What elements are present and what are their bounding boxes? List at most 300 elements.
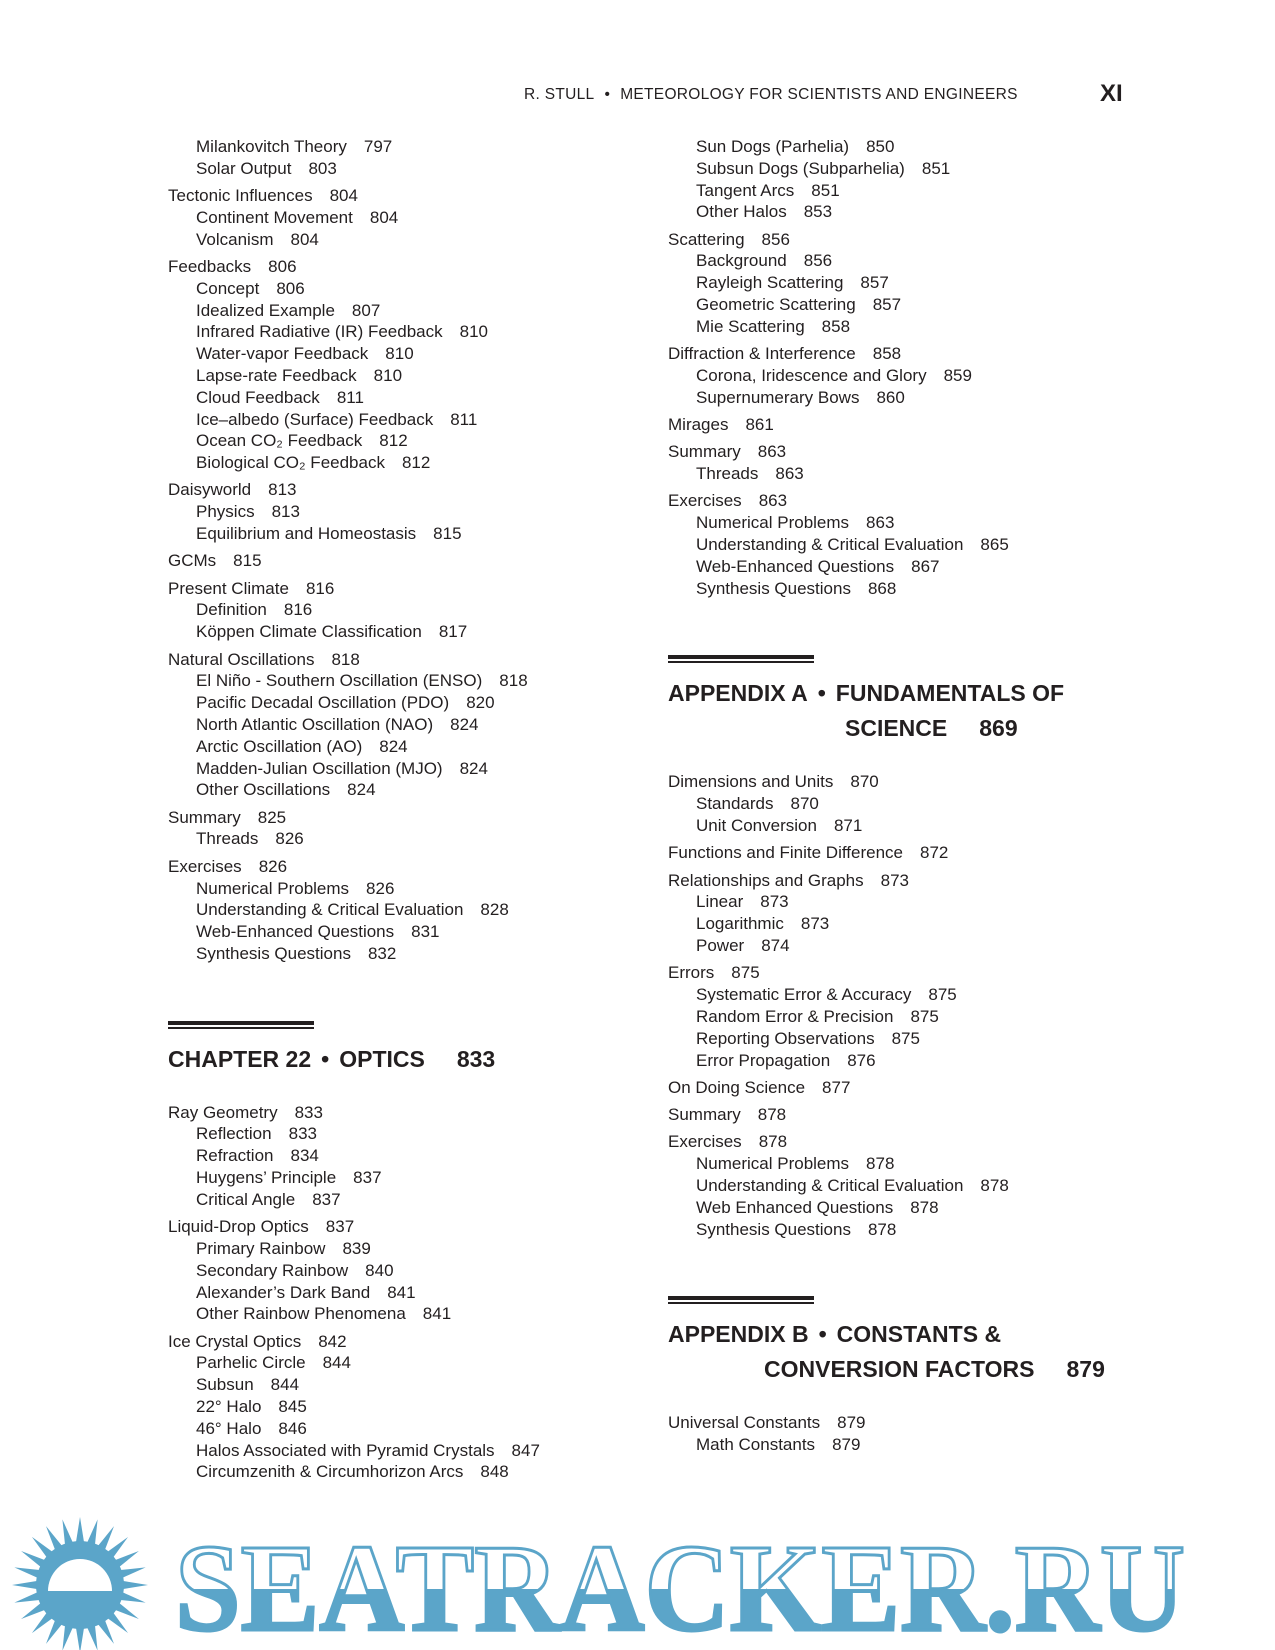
toc-entry-page: 873 <box>800 914 830 934</box>
toc-entry-title: Power <box>696 936 745 956</box>
toc-entry-title: Halos Associated with Pyramid Crystals <box>196 1440 495 1460</box>
toc-entry-title: Reflection <box>196 1124 272 1144</box>
toc-entry-title: On Doing Science <box>668 1077 806 1097</box>
toc-entry-page: 874 <box>761 936 790 956</box>
toc-entry <box>168 856 648 878</box>
toc-entry-title: 22° Halo <box>196 1397 262 1417</box>
toc-entry-title: Numerical Problems <box>696 1154 850 1174</box>
toc-entry-page: 878 <box>867 1219 897 1239</box>
toc-entry-page: 872 <box>919 843 949 863</box>
chapter-heading-block <box>668 1296 1188 1387</box>
running-head <box>524 86 1018 104</box>
toc-entry <box>168 578 648 600</box>
toc-entry-title: Madden-Julian Oscillation (MJO) <box>196 758 443 778</box>
toc-entry-title: Present Climate <box>168 578 289 598</box>
toc-entry-title: Web-Enhanced Questions <box>196 922 395 942</box>
toc-entry-title: 46° Halo <box>196 1418 262 1438</box>
toc-section <box>168 807 648 851</box>
toc-entry-page: 804 <box>290 229 319 249</box>
toc-entry-title: Logarithmic <box>696 914 784 934</box>
chapter-heading-line <box>668 1317 1188 1352</box>
toc-entry-page: 860 <box>876 387 905 407</box>
toc-subentry <box>168 736 648 758</box>
toc-entry-title: Primary Rainbow <box>196 1238 326 1258</box>
toc-subentry <box>168 409 648 431</box>
toc-section <box>668 490 1188 599</box>
toc-entry-title: Threads <box>196 829 259 849</box>
heading-rule <box>668 661 814 663</box>
toc-subentry <box>168 452 648 474</box>
toc-subentry <box>168 1167 648 1189</box>
toc-entry-title: Feedbacks <box>168 256 252 276</box>
toc-entry-page: 879 <box>832 1435 861 1455</box>
toc-subentry <box>668 365 1188 387</box>
toc-entry-title: Water-vapor Feedback <box>196 344 369 364</box>
chapter-title: CONVERSION FACTORS <box>764 1356 1035 1383</box>
toc-entry-title: Definition <box>196 600 267 620</box>
toc-section <box>168 1216 648 1325</box>
toc-entry-title: Relationships and Graphs <box>668 870 864 890</box>
toc-subentry <box>168 501 648 523</box>
toc-entry-page: 812 <box>379 431 408 451</box>
toc-entry <box>168 649 648 671</box>
toc-entry-title: Error Propagation <box>696 1050 831 1070</box>
toc-entry-title: Random Error & Precision <box>696 1006 894 1026</box>
toc-entry-title: Subsun Dogs (Subparhelia) <box>696 158 905 178</box>
toc-subentry <box>668 1050 1188 1072</box>
toc-entry-page: 857 <box>872 295 902 315</box>
toc-entry-page: 815 <box>233 551 262 571</box>
toc-entry-page: 841 <box>387 1282 416 1302</box>
toc-entry-page: 828 <box>480 900 509 920</box>
toc-subentry <box>168 1145 648 1167</box>
toc-entry-title: Geometric Scattering <box>696 295 856 315</box>
watermark-text: SEATRACKER.RU <box>175 1520 1185 1650</box>
chapter-bullet: • <box>817 680 826 707</box>
toc-entry-page: 810 <box>373 365 403 385</box>
toc-section <box>168 856 648 965</box>
toc-entry-title: Linear <box>696 892 744 912</box>
toc-entry-title: Huygens’ Principle <box>196 1168 337 1188</box>
toc-entry <box>168 807 648 829</box>
toc-entry <box>168 479 648 501</box>
chapter-heading <box>168 1042 648 1077</box>
toc-subentry <box>668 250 1188 272</box>
toc-entry-page: 842 <box>318 1331 347 1351</box>
toc-entry-title: Physics <box>196 502 255 522</box>
toc-subentry <box>168 1352 648 1374</box>
toc-entry-page: 826 <box>275 829 304 849</box>
toc-entry-page: 870 <box>850 772 879 792</box>
toc-subentry <box>668 136 1188 158</box>
toc-entry-page: 845 <box>278 1397 307 1417</box>
toc-entry-title: Standards <box>696 794 774 814</box>
toc-entry-title: Summary <box>168 807 241 827</box>
toc-section <box>168 256 648 474</box>
chapter-heading <box>668 676 1188 746</box>
toc-entry <box>668 870 1188 892</box>
toc-entry <box>168 1216 648 1238</box>
toc-entry-title: Biological CO₂ Feedback <box>196 453 385 473</box>
toc-entry-title: Supernumerary Bows <box>696 387 860 407</box>
toc-section <box>668 1104 1188 1126</box>
chapter-title: CONSTANTS & <box>836 1321 1002 1348</box>
toc-entry-page: 826 <box>366 878 395 898</box>
toc-entry-page: 832 <box>367 943 397 963</box>
toc-subentry <box>168 899 648 921</box>
toc-entry-page: 847 <box>511 1440 540 1460</box>
toc-section <box>168 479 648 544</box>
toc-subentry <box>668 578 1188 600</box>
toc-entry-page: 826 <box>258 856 288 876</box>
toc-subentry <box>168 207 648 229</box>
running-head-separator: • <box>604 86 611 103</box>
toc-entry-page: 850 <box>866 137 895 156</box>
toc-subentry <box>168 387 648 409</box>
toc-subentry <box>168 1418 648 1440</box>
toc-subentry <box>168 365 648 387</box>
toc-entry-title: El Niño - Southern Oscillation (ENSO) <box>196 671 483 691</box>
chapter-heading-block <box>168 1021 648 1077</box>
chapter-label: APPENDIX B <box>668 1321 809 1348</box>
chapter-page: 833 <box>456 1045 496 1072</box>
toc-entry-page: 856 <box>803 251 833 271</box>
toc-entry-page: 833 <box>288 1124 317 1144</box>
toc-entry <box>668 490 1188 512</box>
toc-entry <box>168 550 648 572</box>
toc-entry-page: 824 <box>459 758 488 778</box>
toc-subentry <box>668 316 1188 338</box>
toc-entry-page: 833 <box>294 1102 323 1122</box>
toc-entry-title: Tectonic Influences <box>168 186 313 206</box>
toc-entry-page: 812 <box>401 453 431 473</box>
toc-entry-page: 818 <box>499 671 528 691</box>
toc-entry-title: Ocean CO₂ Feedback <box>196 431 363 451</box>
toc-subentry <box>168 430 648 452</box>
toc-entry-page: 875 <box>891 1028 920 1048</box>
toc-subentry <box>668 1175 1188 1197</box>
toc-entry-title: Secondary Rainbow <box>196 1260 349 1280</box>
toc-entry-page: 844 <box>322 1353 351 1373</box>
toc-subentry <box>168 278 648 300</box>
toc-subentry <box>668 793 1188 815</box>
toc-subentry <box>168 321 648 343</box>
toc-subentry <box>668 1028 1188 1050</box>
toc-section <box>168 185 648 250</box>
toc-entry <box>668 343 1188 365</box>
toc-entry-page: 807 <box>351 300 381 320</box>
toc-entry-page: 839 <box>342 1238 371 1258</box>
toc-section <box>668 441 1188 485</box>
toc-entry-page: 870 <box>790 794 819 814</box>
toc-entry-title: Subsun <box>196 1375 254 1395</box>
toc-entry-title: Threads <box>696 464 759 484</box>
toc-subentry <box>168 1303 648 1325</box>
toc-entry-page: 811 <box>450 409 478 429</box>
toc-section <box>668 343 1188 408</box>
toc-entry-page: 877 <box>822 1077 851 1097</box>
toc-entry-page: 804 <box>369 207 399 227</box>
chapter-title: OPTICS <box>339 1045 425 1072</box>
chapter-heading-line <box>168 1042 648 1077</box>
toc-entry-title: Other Oscillations <box>196 780 331 800</box>
chapter-bullet: • <box>818 1321 827 1348</box>
toc-entry-title: GCMs <box>168 551 217 571</box>
toc-subentry <box>168 229 648 251</box>
chapter-heading-line <box>668 711 1188 746</box>
watermark-logo <box>0 1505 1275 1650</box>
toc-entry <box>668 771 1188 793</box>
toc-entry-title: Reporting Observations <box>696 1028 875 1048</box>
running-head-author: R. STULL <box>524 86 595 103</box>
toc-subentry <box>168 714 648 736</box>
toc-entry-page: 834 <box>290 1146 319 1166</box>
toc-entry-page: 863 <box>775 464 804 484</box>
toc-entry-page: 873 <box>880 870 909 890</box>
toc-entry-page: 875 <box>928 985 957 1005</box>
toc-section <box>668 1077 1188 1099</box>
chapter-label: CHAPTER 22 <box>168 1045 312 1072</box>
toc-column-left <box>168 136 648 1483</box>
toc-entry <box>668 962 1188 984</box>
chapter-heading <box>668 1317 1188 1387</box>
toc-entry <box>668 1412 1188 1434</box>
toc-subentry <box>168 343 648 365</box>
toc-subentry <box>668 180 1188 202</box>
toc-entry-title: Math Constants <box>696 1435 816 1455</box>
toc-entry <box>168 256 648 278</box>
toc-entry-page: 804 <box>329 186 358 206</box>
toc-entry-page: 848 <box>480 1462 509 1482</box>
toc-entry-page: 803 <box>308 158 337 178</box>
page-number: XI <box>1100 80 1123 107</box>
toc-subentry <box>668 463 1188 485</box>
toc-entry-page: 878 <box>910 1197 939 1217</box>
toc-entry-title: Universal Constants <box>668 1413 821 1433</box>
toc-entry-title: Ray Geometry <box>168 1102 278 1122</box>
toc-section <box>168 1102 648 1211</box>
toc-entry-page: 863 <box>866 513 895 533</box>
toc-entry <box>168 1331 648 1353</box>
toc-subentry <box>168 758 648 780</box>
toc-entry-title: Exercises <box>668 1132 742 1152</box>
toc-entry-page: 878 <box>757 1105 787 1125</box>
toc-entry-title: Synthesis Questions <box>696 578 851 598</box>
toc-subentry <box>168 943 648 965</box>
toc-subentry <box>168 828 648 850</box>
toc-subentry <box>168 523 648 545</box>
toc-entry-page: 810 <box>459 322 488 342</box>
toc-entry-title: Synthesis Questions <box>196 943 351 963</box>
toc-entry <box>668 1077 1188 1099</box>
toc-entry-page: 844 <box>270 1375 300 1395</box>
chapter-page: 869 <box>979 715 1018 742</box>
toc-entry-title: Rayleigh Scattering <box>696 273 844 293</box>
toc-entry-title: Exercises <box>168 856 242 876</box>
toc-section <box>668 962 1188 1071</box>
toc-entry-title: Background <box>696 251 787 271</box>
chapter-bullet: • <box>321 1045 330 1072</box>
toc-entry-page: 867 <box>911 556 940 576</box>
toc-subentry <box>668 891 1188 913</box>
toc-column-right <box>668 136 1188 1456</box>
toc-entry-title: Web Enhanced Questions <box>696 1197 894 1217</box>
toc-entry-page: 816 <box>305 578 335 598</box>
toc-section <box>168 649 648 802</box>
toc-entry-title: Parhelic Circle <box>196 1353 306 1373</box>
toc-entry-title: Sun Dogs (Parhelia) <box>696 137 850 156</box>
toc-entry-title: Infrared Radiative (IR) Feedback <box>196 322 443 342</box>
toc-entry-title: Corona, Iridescence and Glory <box>696 365 927 385</box>
toc-section <box>168 1331 648 1484</box>
toc-subentry <box>168 1440 648 1462</box>
toc-entry-title: Circumzenith & Circumhorizon Arcs <box>196 1462 464 1482</box>
toc-section <box>168 136 648 180</box>
toc-entry-title: Pacific Decadal Oscillation (PDO) <box>196 693 450 713</box>
heading-rule <box>168 1021 314 1025</box>
toc-entry-page: 817 <box>438 622 468 642</box>
toc-entry <box>168 1102 648 1124</box>
toc-entry-page: 851 <box>811 180 840 200</box>
toc-entry-title: Continent Movement <box>196 207 353 227</box>
toc-entry-title: Ice–albedo (Surface) Feedback <box>196 409 434 429</box>
toc-entry <box>668 229 1188 251</box>
toc-entry-page: 816 <box>283 600 313 620</box>
toc-subentry <box>168 1396 648 1418</box>
chapter-heading-line <box>668 1352 1188 1387</box>
toc-entry <box>168 185 648 207</box>
toc-subentry <box>668 1153 1188 1175</box>
toc-entry-title: Idealized Example <box>196 300 335 320</box>
toc-entry-title: Unit Conversion <box>696 816 817 836</box>
toc-entry-page: 875 <box>910 1006 939 1026</box>
toc-entry-page: 797 <box>363 137 393 156</box>
toc-entry-page: 868 <box>867 578 897 598</box>
toc-entry-title: Volcanism <box>196 229 274 249</box>
toc-entry-title: Functions and Finite Difference <box>668 843 903 863</box>
toc-entry-page: 824 <box>450 714 479 734</box>
toc-entry-title: Synthesis Questions <box>696 1219 851 1239</box>
toc-subentry <box>668 294 1188 316</box>
toc-subentry <box>168 921 648 943</box>
toc-entry-page: 813 <box>271 502 300 522</box>
toc-entry-page: 837 <box>325 1217 355 1237</box>
toc-entry-title: Mie Scattering <box>696 316 805 336</box>
toc-subentry <box>168 158 648 180</box>
toc-entry-page: 840 <box>365 1260 394 1280</box>
toc-subentry <box>668 913 1188 935</box>
toc-subentry <box>168 692 648 714</box>
toc-entry-page: 825 <box>257 807 287 827</box>
heading-rule <box>668 655 814 659</box>
toc-entry-title: Understanding & Critical Evaluation <box>196 900 464 920</box>
toc-entry-title: Dimensions and Units <box>668 772 834 792</box>
toc-subentry <box>168 1282 648 1304</box>
toc-entry-title: Mirages <box>668 415 729 435</box>
toc-section <box>668 1412 1188 1456</box>
toc-entry-page: 824 <box>379 736 408 756</box>
toc-subentry <box>668 272 1188 294</box>
toc-subentry <box>668 387 1188 409</box>
toc-entry-page: 859 <box>943 365 972 385</box>
toc-entry-page: 871 <box>833 816 863 836</box>
toc-subentry <box>168 1123 648 1145</box>
toc-entry <box>668 842 1188 864</box>
toc-subentry <box>668 1434 1188 1456</box>
toc-entry-title: Equilibrium and Homeostasis <box>196 524 417 544</box>
toc-entry-title: Understanding & Critical Evaluation <box>696 1175 964 1195</box>
toc-entry-title: Scattering <box>668 229 745 249</box>
toc-entry-page: 863 <box>757 442 787 462</box>
toc-subentry <box>168 1461 648 1483</box>
toc-entry-title: Systematic Error & Accuracy <box>696 985 912 1005</box>
toc-subentry <box>668 201 1188 223</box>
chapter-heading-line <box>668 676 1188 711</box>
toc-section <box>668 229 1188 338</box>
toc-entry-page: 875 <box>731 963 760 983</box>
toc-subentry <box>168 621 648 643</box>
toc-subentry <box>168 670 648 692</box>
toc-entry-title: Understanding & Critical Evaluation <box>696 535 964 555</box>
toc-subentry <box>668 984 1188 1006</box>
toc-entry <box>668 1104 1188 1126</box>
toc-entry-title: Other Rainbow Phenomena <box>196 1304 406 1324</box>
toc-entry-page: 853 <box>803 202 833 222</box>
toc-subentry <box>668 556 1188 578</box>
toc-entry-title: Diffraction & Interference <box>668 344 856 364</box>
toc-section <box>668 842 1188 864</box>
toc-entry-page: 873 <box>760 892 789 912</box>
toc-entry-title: Alexander’s Dark Band <box>196 1282 371 1302</box>
toc-entry-title: Numerical Problems <box>196 878 350 898</box>
toc-entry-page: 846 <box>278 1418 307 1438</box>
toc-subentry <box>668 158 1188 180</box>
toc-entry-page: 858 <box>821 316 851 336</box>
toc-section <box>668 1131 1188 1240</box>
heading-rule <box>668 1296 814 1300</box>
toc-subentry <box>168 1238 648 1260</box>
toc-entry-page: 806 <box>276 278 305 298</box>
toc-subentry <box>668 534 1188 556</box>
toc-subentry <box>168 300 648 322</box>
toc-entry-title: Liquid-Drop Optics <box>168 1217 309 1237</box>
chapter-page: 879 <box>1066 1356 1105 1383</box>
toc-entry <box>668 441 1188 463</box>
toc-entry <box>668 1131 1188 1153</box>
toc-subentry <box>668 815 1188 837</box>
toc-entry-title: North Atlantic Oscillation (NAO) <box>196 714 434 734</box>
toc-entry-page: 879 <box>837 1413 866 1433</box>
toc-entry-page: 861 <box>745 415 774 435</box>
toc-subentry <box>168 1189 648 1211</box>
toc-subentry <box>668 935 1188 957</box>
toc-entry-title: Daisyworld <box>168 480 252 500</box>
toc-entry-title: Milankovitch Theory <box>196 137 347 156</box>
toc-entry-title: Refraction <box>196 1146 274 1166</box>
toc-entry-page: 863 <box>758 491 788 511</box>
toc-entry-title: Cloud Feedback <box>196 387 320 407</box>
toc-entry-title: Köppen Climate Classification <box>196 622 422 642</box>
toc-entry-page: 857 <box>860 273 889 293</box>
toc-section <box>668 771 1188 836</box>
toc-subentry <box>668 1006 1188 1028</box>
toc-entry-page: 841 <box>422 1304 452 1324</box>
toc-entry-page: 878 <box>980 1175 1009 1195</box>
toc-entry-page: 851 <box>921 158 951 178</box>
toc-entry-page: 824 <box>347 780 376 800</box>
chapter-title: SCIENCE <box>845 715 948 742</box>
toc-section <box>168 550 648 572</box>
